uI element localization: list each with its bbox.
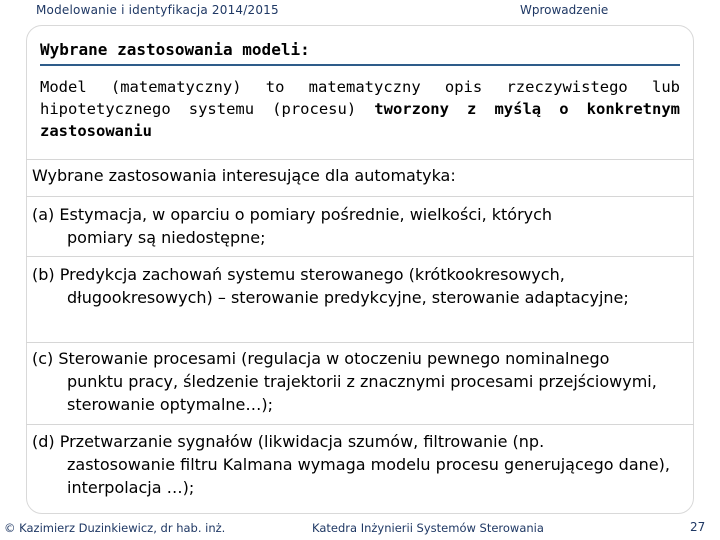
page-number: 27: [690, 520, 706, 534]
divider-line: [26, 424, 694, 425]
definition-text: Model (matematyczny) to matematyczny opis rzeczywistego lub hipotetycznego systemu (procesu): [40, 78, 680, 118]
divider-line: [26, 159, 694, 160]
list-item: [32, 263, 692, 309]
model-definition: [40, 76, 680, 142]
list-item-first-line: (c) Sterowanie procesami (regulacja w otoczeniu pewnego nominalnego: [32, 349, 610, 368]
divider-line: [26, 196, 694, 197]
list-item-continuation: długookresowych) – sterowanie predykcyjne, sterowanie adaptacyjne;: [67, 288, 629, 307]
divider-line: [26, 256, 694, 257]
definition-emphasis: tworzony z myślą o konkretnym zastosowaniu: [40, 100, 681, 140]
list-item-first-line: (d) Przetwarzanie sygnałów (likwidacja szumów, filtrowanie (np.: [32, 432, 545, 451]
list-item: [32, 203, 692, 249]
list-item-first-line: (b) Predykcja zachowań systemu sterowanego (krótkookresowych,: [32, 265, 565, 284]
footer-department: Katedra Inżynierii Systemów Sterowania: [312, 521, 544, 535]
applications-intro: Wybrane zastosowania interesujące dla automatyka:: [32, 166, 456, 185]
slide-title: Wybrane zastosowania modeli:: [40, 40, 310, 59]
list-item-continuation: pomiary są niedostępne;: [67, 228, 266, 247]
title-underline: [40, 64, 680, 66]
list-item-continuation: zastosowanie filtru Kalmana wymaga modelu procesu generującego dane), interpolacja …);: [67, 455, 670, 497]
list-item-continuation: punktu pracy, śledzenie trajektorii z znacznymi procesami przejściowymi, sterowanie optymalne…);: [67, 372, 657, 414]
header-section-title: Wprowadzenie: [520, 3, 609, 17]
list-item: [32, 430, 692, 499]
list-item-first-line: (a) Estymacja, w oparciu o pomiary pośrednie, wielkości, których: [32, 205, 553, 224]
list-item: [32, 347, 692, 416]
divider-line: [26, 342, 694, 343]
footer-author: © Kazimierz Duzinkiewicz, dr hab. inż.: [4, 521, 226, 535]
header-course-title: Modelowanie i identyfikacja 2014/2015: [36, 3, 279, 17]
